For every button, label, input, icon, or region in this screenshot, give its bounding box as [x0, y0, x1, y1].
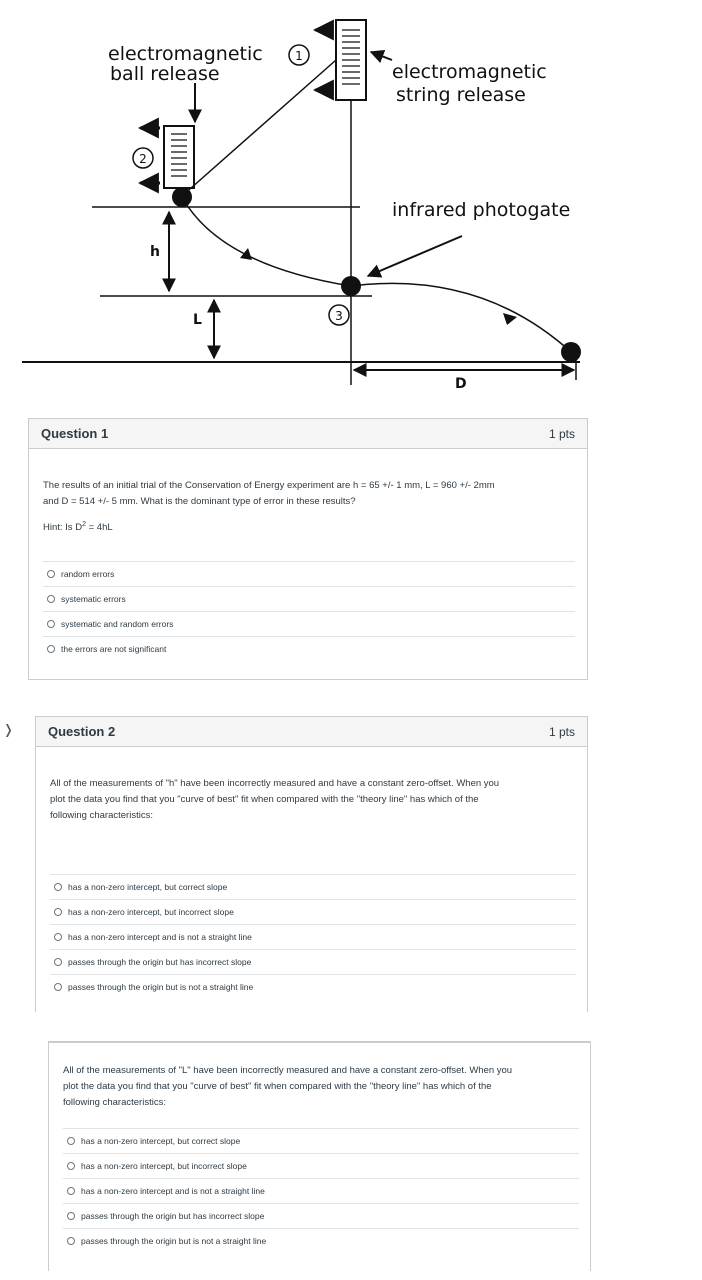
experiment-diagram: [0, 0, 702, 400]
radio-button[interactable]: [67, 1237, 75, 1245]
question-2-header: [36, 717, 587, 747]
marker-1: 1: [295, 49, 303, 63]
ball-release-label-line1: electromagnetic: [108, 43, 263, 65]
L-label: L: [193, 312, 202, 328]
question-1-card: [28, 418, 588, 680]
radio-button[interactable]: [54, 958, 62, 966]
h-label: h: [150, 244, 160, 260]
question-1-title: Question 1: [41, 426, 109, 441]
radio-button[interactable]: [67, 1212, 75, 1220]
question-2-answer-5[interactable]: passes through the origin but is not a straight line: [50, 974, 576, 999]
radio-button[interactable]: [67, 1187, 75, 1195]
ball-release-label-line2: ball release: [110, 63, 220, 85]
question-3-answer-1[interactable]: has a non-zero intercept, but correct slope: [63, 1128, 579, 1153]
radio-button[interactable]: [47, 595, 55, 603]
question-1-answer-systematic-and-random[interactable]: systematic and random errors: [43, 611, 575, 636]
question-2-title: Question 2: [48, 724, 116, 739]
question-3-answers: [63, 1128, 579, 1253]
question-2-points: 1 pts: [548, 724, 575, 739]
radio-button[interactable]: [47, 570, 55, 578]
question-1-text: The results of an initial trial of the Conservation of Energy experiment are h = 65 +/- 1 mm, L = 960 +/- 2mm and D = 514 +/- 5 mm. What is the dominant type of error in these results?: [43, 480, 495, 507]
question-2-answers: [50, 874, 576, 999]
question-3-answer-4[interactable]: passes through the origin but has incorrect slope: [63, 1203, 579, 1228]
question-1-hint: Hint: Is $D^2 = 4hL$: [43, 521, 113, 534]
radio-button[interactable]: [67, 1137, 75, 1145]
radio-button[interactable]: [54, 933, 62, 941]
question-1-points: 1 pts: [548, 426, 575, 441]
question-2-text: All of the measurements of "h" have been incorrectly measured and have a constant zero-offset. When you plot the data you find that you "curve of best" fit when compared with the "theory line" has which of the following characteristics:: [50, 778, 500, 821]
photogate-label: infrared photogate: [392, 199, 571, 221]
collapse-arrow-icon[interactable]: ❭: [3, 722, 14, 737]
question-2-answer-1[interactable]: has a non-zero intercept, but correct slope: [50, 874, 576, 899]
radio-button[interactable]: [67, 1162, 75, 1170]
radio-button[interactable]: [47, 620, 55, 628]
D-label: D: [455, 376, 467, 392]
marker-2: 2: [139, 152, 147, 166]
radio-button[interactable]: [54, 883, 62, 891]
question-2-answer-2[interactable]: has a non-zero intercept, but incorrect slope: [50, 899, 576, 924]
string-release-label-line1: electromagnetic: [392, 61, 547, 83]
question-3-answer-2[interactable]: has a non-zero intercept, but incorrect slope: [63, 1153, 579, 1178]
question-1-answer-not-significant[interactable]: the errors are not significant: [43, 636, 575, 661]
ball-release-coil: [164, 126, 194, 188]
question-3-card: [48, 1041, 591, 1271]
radio-button[interactable]: [47, 645, 55, 653]
marker-3: 3: [335, 309, 343, 323]
string-release-label-line2: string release: [396, 84, 526, 106]
radio-button[interactable]: [54, 983, 62, 991]
question-2-card: [35, 716, 588, 1012]
question-1-answer-systematic-errors[interactable]: systematic errors: [43, 586, 575, 611]
question-1-answers: [43, 561, 575, 661]
question-3-text: All of the measurements of "L" have been incorrectly measured and have a constant zero-offset. When you plot the data you find that you "curve of best" fit when compared with the "theory line" has which of the following characteristics:: [63, 1065, 513, 1108]
question-2-answer-4[interactable]: passes through the origin but has incorrect slope: [50, 949, 576, 974]
radio-button[interactable]: [54, 908, 62, 916]
question-1-answer-random-errors[interactable]: random errors: [43, 561, 575, 586]
question-1-header: [29, 419, 587, 449]
question-3-answer-3[interactable]: has a non-zero intercept and is not a straight line: [63, 1178, 579, 1203]
question-3-answer-5[interactable]: passes through the origin but is not a straight line: [63, 1228, 579, 1253]
question-2-answer-3[interactable]: has a non-zero intercept and is not a straight line: [50, 924, 576, 949]
